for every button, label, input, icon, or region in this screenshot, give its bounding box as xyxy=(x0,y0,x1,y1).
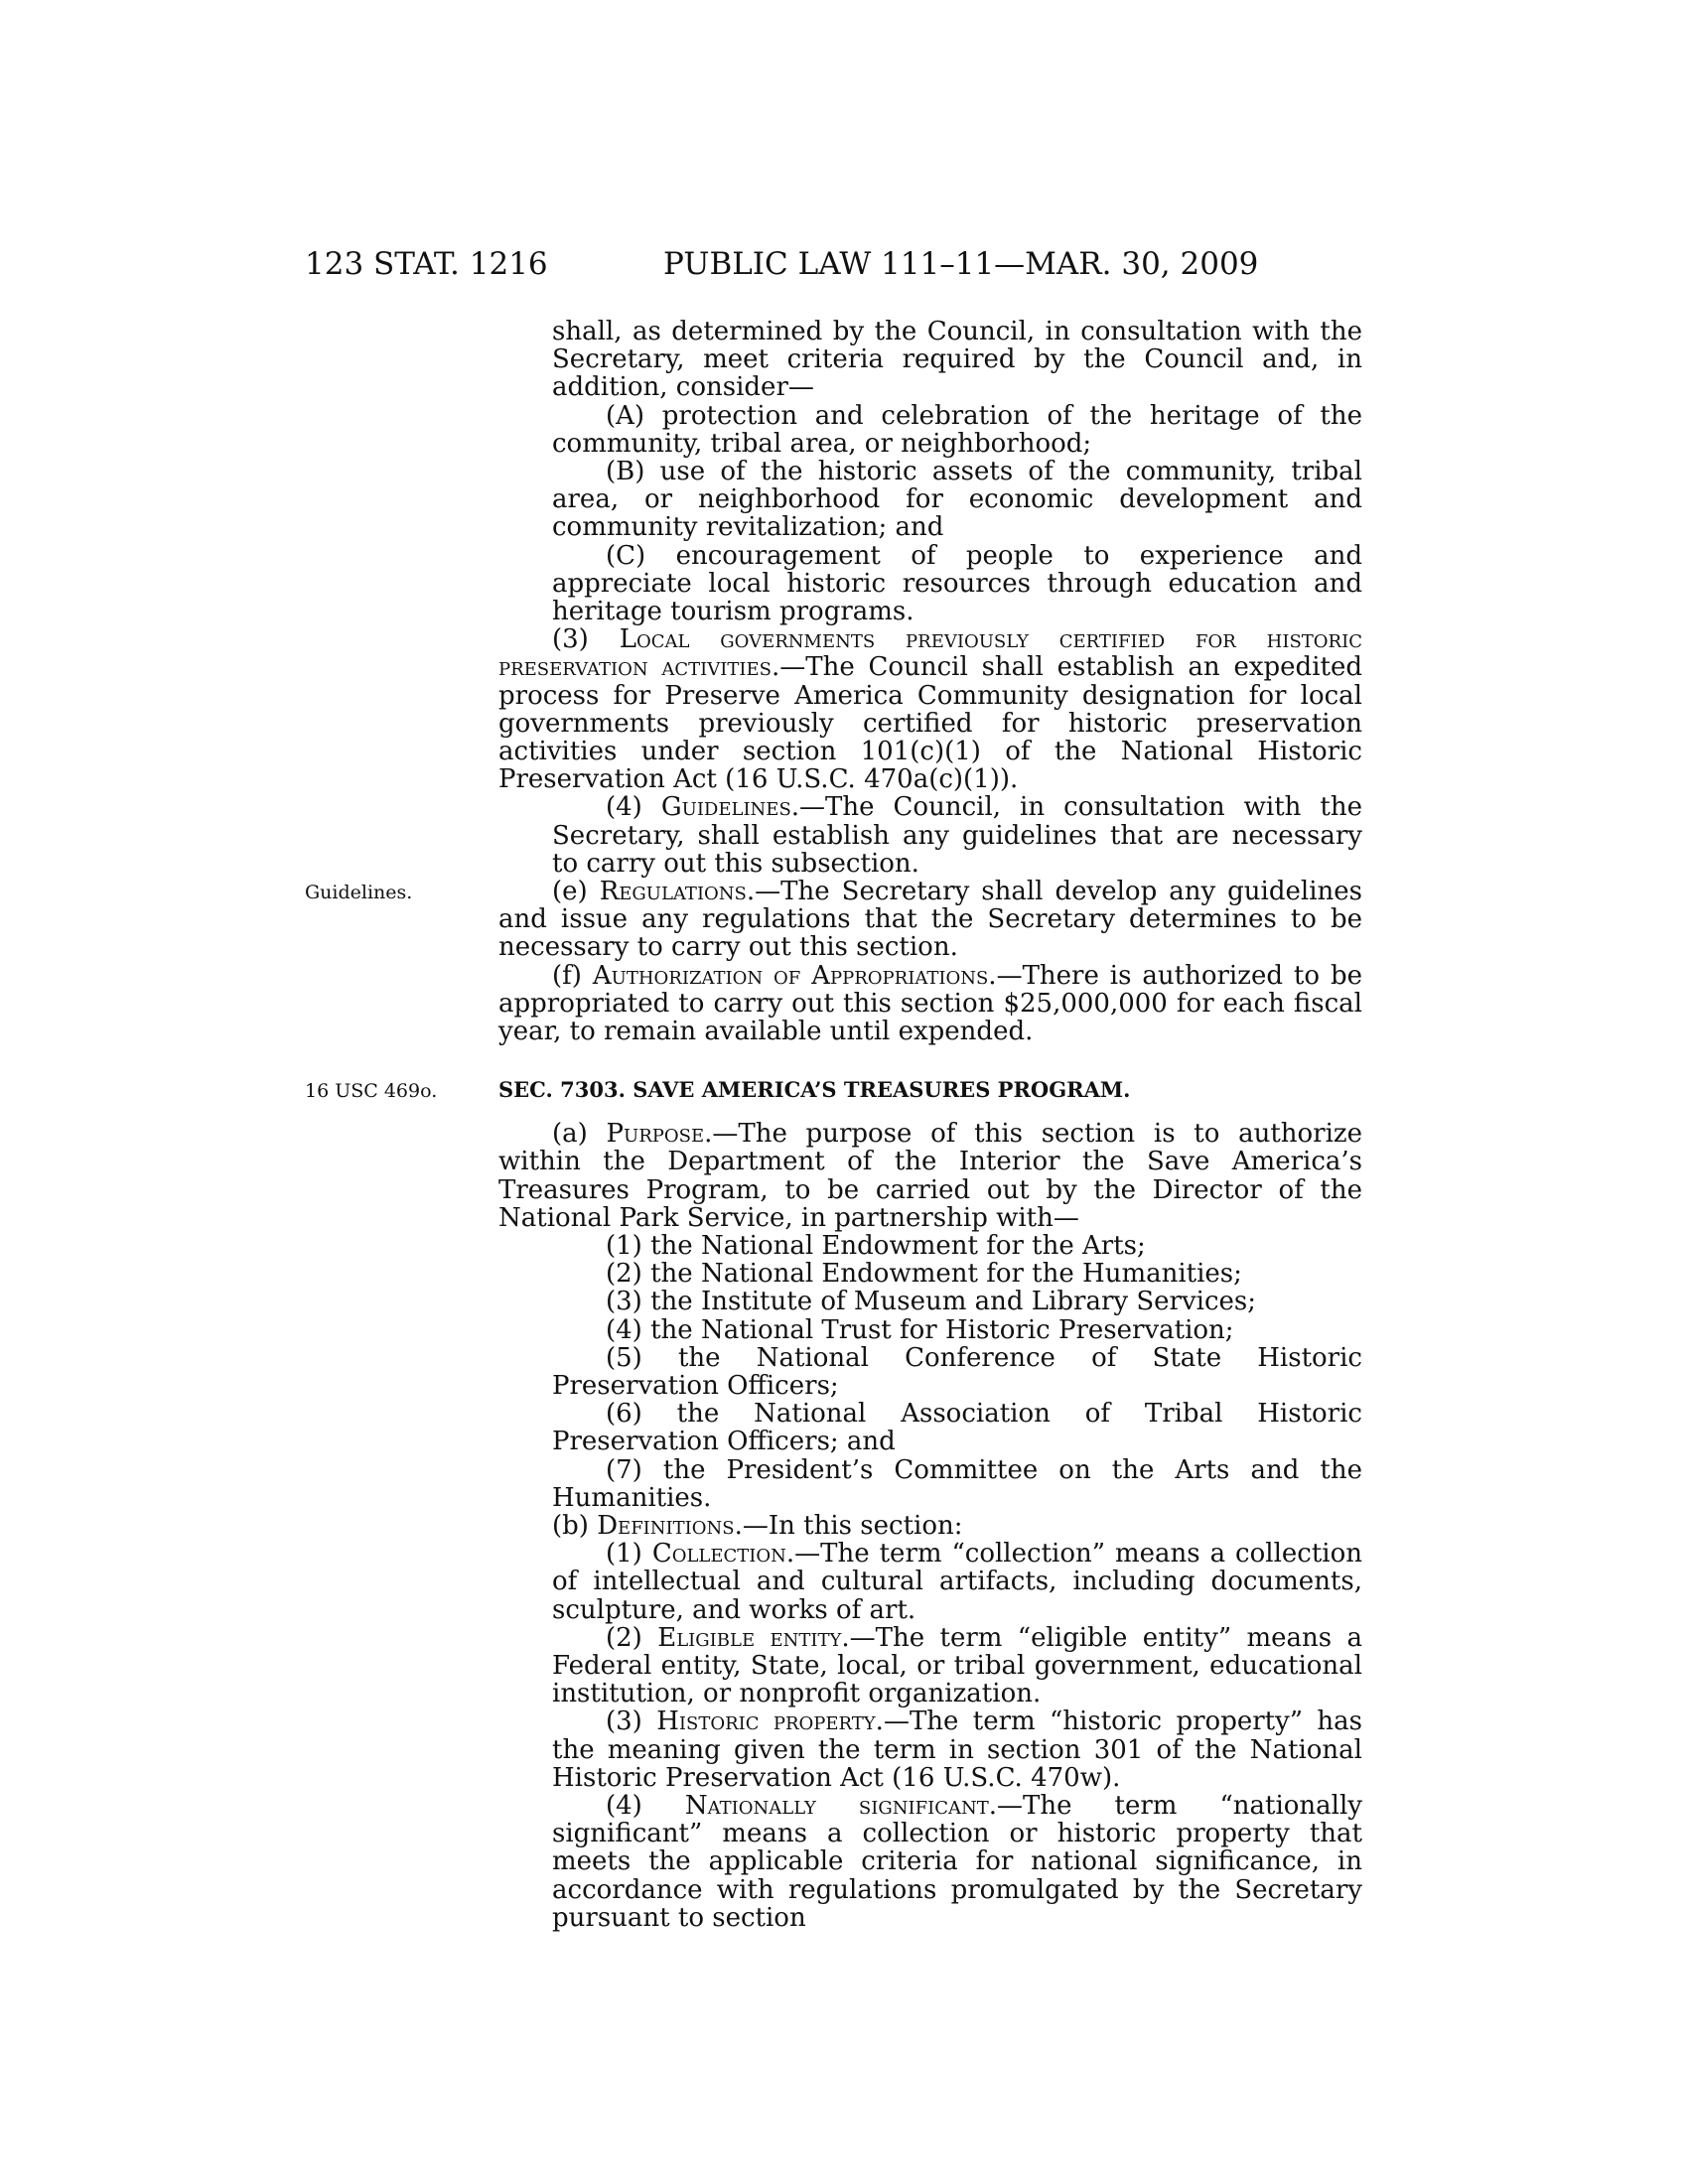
subsection-a xyxy=(498,1120,1362,1232)
subsection-f-text: —There is authorized to be appropriated to carry out this section $25,000,000 for each fiscal year, to remain available until expended. xyxy=(498,960,1363,1047)
list-item: (1) the National Endowment for the Arts; xyxy=(606,1231,1146,1262)
paragraph-3-text: —The Council shall establish an expedited process for Preserve America Community designation for local governments previously certified for historic preservation activities under section 101(c)(1) of the National Historic Preservation Act (16 U.S.C. 470a(c)(1)). xyxy=(498,652,1362,795)
list-item: (4) the National Trust for Historic Preservation; xyxy=(606,1314,1234,1345)
continued-text-block xyxy=(498,318,1362,1045)
list-item: (3) the Institute of Museum and Library Services; xyxy=(606,1287,1257,1317)
clause-b: (B) use of the historic assets of the community, tribal area, or neighborhood for economic development and community revitalization; and xyxy=(552,457,1362,543)
subsection-f-heading: Authorization of Appropriations. xyxy=(592,960,997,991)
definition-1 xyxy=(498,1540,1362,1624)
subsection-a-number: (a) xyxy=(552,1119,588,1150)
definition-1-text: —The term “collection” means a collection of intellectual and cultural artifacts, including documents, sculpture, and works of art. xyxy=(552,1539,1363,1625)
definition-4-number: (4) xyxy=(606,1791,642,1822)
subsection-b xyxy=(498,1512,1362,1540)
definition-4-heading: Nationally significant. xyxy=(684,1791,998,1822)
list-item: (7) the President’s Committee on the Arts and the Humanities. xyxy=(552,1454,1362,1513)
definition-4 xyxy=(498,1792,1362,1932)
subsection-b-text: —In this section: xyxy=(742,1511,963,1542)
public-law-title: PUBLIC LAW 111–11—MAR. 30, 2009 xyxy=(663,246,1259,282)
subsection-b-number: (b) xyxy=(552,1511,589,1542)
subsection-f-number: (f) xyxy=(552,960,582,991)
subsection-b-heading: Definitions. xyxy=(597,1511,743,1542)
definition-1-heading: Collection. xyxy=(651,1539,795,1570)
definition-4-text: —The term “nationally significant” means a collection or historic property that meets the applicable criteria for national significance, in accordance with regulations promulgated by the Secretary pursuant to section xyxy=(552,1791,1362,1933)
clause-c: (C) encouragement of people to experience and appreciate local historic resources through education and heritage tourism programs. xyxy=(552,540,1362,627)
definition-2 xyxy=(498,1624,1362,1708)
definition-2-heading: Eligible entity. xyxy=(657,1622,850,1653)
paragraph-3 xyxy=(498,625,1362,793)
subsection-e-number: (e) xyxy=(552,877,588,907)
list-item: (6) the National Association of Tribal Historic Preservation Officers; and xyxy=(552,1399,1362,1457)
definition-3-heading: Historic property. xyxy=(656,1706,884,1737)
section-heading: SEC. 7303. SAVE AMERICA’S TREASURES PROGRAM. xyxy=(498,1077,1131,1102)
subsection-e-text: —The Secretary shall develop any guidelines and issue any regulations that the Secretary determines to be necessary to carry out this section. xyxy=(498,877,1363,963)
list-item: (5) the National Conference of State Historic Preservation Officers; xyxy=(552,1342,1362,1402)
definition-2-text: —The term “eligible entity” means a Federal entity, State, local, or tribal government, educational institution, or nonprofit organization. xyxy=(552,1622,1363,1709)
margin-note-guidelines: Guidelines. xyxy=(305,882,413,903)
paragraph-4-number: (4) xyxy=(606,792,642,823)
paragraph-3-heading: Local governments previously certified for historic preservation activities. xyxy=(498,624,1362,683)
subsection-a-heading: Purpose. xyxy=(606,1119,713,1150)
paragraph-4 xyxy=(498,793,1362,878)
definition-3-text: —The term “historic property” has the meaning given the term in section 301 of the National Historic Preservation Act (16 U.S.C. 470w). xyxy=(552,1706,1363,1793)
clause-a: (A) protection and celebration of the heritage of the community, tribal area, or neighborhood; xyxy=(552,400,1362,459)
subsection-e-heading: Regulations. xyxy=(599,877,756,907)
intro-paragraph: shall, as determined by the Council, in consultation with the Secretary, meet criteria required by the Council and, in addition, consider— xyxy=(552,317,1362,403)
statute-page-number: 123 STAT. 1216 xyxy=(305,246,548,282)
definition-2-number: (2) xyxy=(606,1622,642,1653)
paragraph-3-number: (3) xyxy=(552,624,589,655)
paragraph-4-text: —The Council, in consultation with the Secretary, shall establish any guidelines that are necessary to carry out this subsection. xyxy=(552,792,1363,879)
subsection-f xyxy=(498,962,1362,1046)
definition-1-number: (1) xyxy=(606,1539,642,1570)
definition-3 xyxy=(498,1707,1362,1792)
margin-note-usc: 16 USC 469o. xyxy=(305,1080,438,1102)
definition-3-number: (3) xyxy=(606,1706,642,1737)
subsection-a-text: —The purpose of this section is to authorize within the Department of the Interior the Save America’s Treasures Program, to be carried out by the Director of the National Park Service, in partnership with— xyxy=(498,1119,1363,1233)
section-7303-block xyxy=(498,1076,1362,1932)
list-item: (2) the National Endowment for the Humanities; xyxy=(606,1259,1242,1290)
subsection-e xyxy=(498,878,1362,962)
paragraph-4-heading: Guidelines. xyxy=(660,792,800,823)
